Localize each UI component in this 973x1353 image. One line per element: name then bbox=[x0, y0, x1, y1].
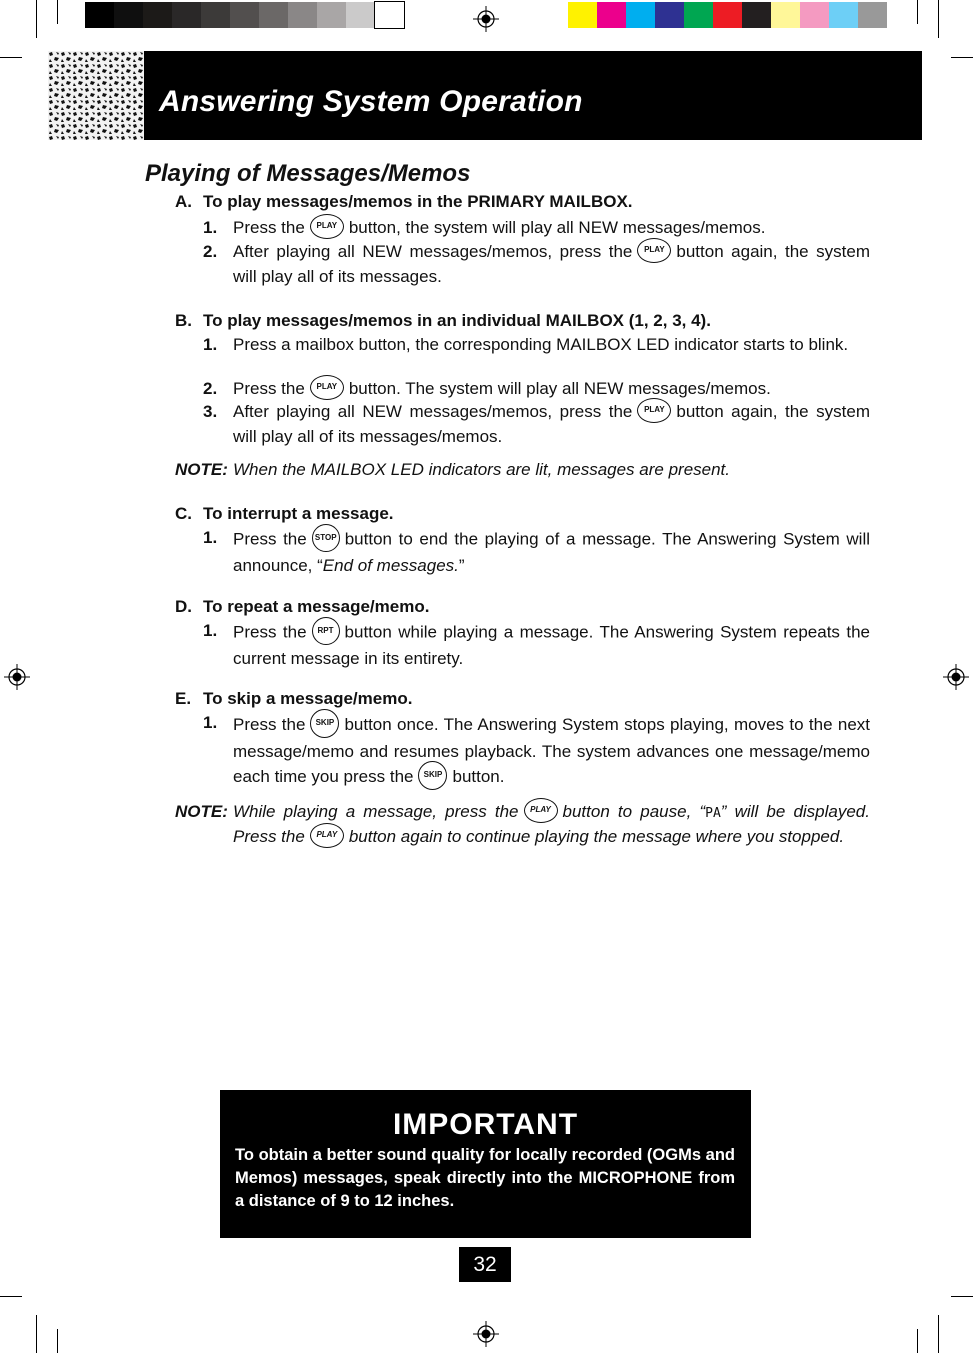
step-item bbox=[203, 526, 870, 577]
step-item bbox=[203, 400, 870, 448]
step-number: 3. bbox=[203, 402, 218, 421]
step-text: Press the bbox=[233, 529, 307, 549]
note bbox=[175, 458, 870, 481]
section-letter: D. bbox=[175, 597, 192, 616]
crop-mark bbox=[36, 0, 37, 38]
crop-mark bbox=[0, 57, 22, 58]
stop-button-icon: STOP bbox=[312, 524, 340, 552]
color-swatch bbox=[568, 2, 597, 28]
step-item bbox=[203, 216, 870, 241]
step-text: button, the system will play all NEW messages/memos. bbox=[348, 218, 766, 237]
page-header-title: Answering System Operation bbox=[159, 85, 583, 118]
grayscale-color-bar bbox=[85, 2, 404, 28]
color-swatch bbox=[172, 2, 201, 28]
section-letter: C. bbox=[175, 504, 192, 523]
important-notice bbox=[220, 1090, 751, 1238]
play-button-icon: PLAY bbox=[637, 238, 671, 263]
color-swatch bbox=[858, 2, 887, 28]
step-text: button. bbox=[452, 766, 505, 786]
note-label: NOTE: bbox=[175, 802, 228, 821]
note-text: button to pause, “ bbox=[562, 802, 706, 821]
color-swatch bbox=[626, 2, 655, 28]
step-text: Press a mailbox button, the corresponding MAILBOX LED indicator starts to blink. bbox=[233, 335, 849, 354]
step-number: 2. bbox=[203, 242, 218, 261]
step-text: button while playing a message. The Answering System repeats the current message in its entirety. bbox=[233, 622, 870, 668]
section-heading-text: To play messages/memos in the PRIMARY MAILBOX. bbox=[203, 192, 633, 211]
registration-mark-icon bbox=[473, 6, 499, 32]
crop-mark bbox=[0, 1296, 22, 1297]
section-letter: B. bbox=[175, 311, 192, 330]
step-text: Press the bbox=[233, 714, 306, 734]
step-text: button. The system will play all NEW messages/memos. bbox=[348, 379, 771, 398]
step-item bbox=[203, 377, 870, 402]
color-swatch bbox=[114, 2, 143, 28]
registration-mark-icon bbox=[943, 664, 969, 690]
skip-button-icon: SKIP bbox=[418, 761, 447, 790]
color-swatch bbox=[201, 2, 230, 28]
section-b-heading bbox=[175, 311, 711, 331]
step-item bbox=[203, 240, 870, 288]
color-swatch bbox=[346, 2, 375, 28]
step-text: button again, the system will play all of its messages. bbox=[233, 242, 870, 287]
crop-mark bbox=[951, 57, 973, 58]
registration-mark-icon bbox=[473, 1321, 499, 1347]
note-text: While playing a message, press the bbox=[233, 802, 519, 821]
step-text: ” bbox=[458, 556, 465, 575]
crop-mark bbox=[917, 0, 918, 24]
color-swatch bbox=[375, 2, 404, 28]
color-swatch bbox=[288, 2, 317, 28]
speckle-pattern-icon bbox=[48, 51, 144, 140]
note bbox=[175, 800, 870, 850]
crop-mark bbox=[938, 0, 939, 38]
step-text: Press the bbox=[233, 379, 305, 398]
crop-mark bbox=[57, 0, 58, 24]
registration-mark-icon bbox=[4, 664, 30, 690]
section-title: Playing of Messages/Memos bbox=[145, 160, 471, 187]
skip-button-icon: SKIP bbox=[310, 709, 339, 738]
step-item bbox=[203, 619, 870, 670]
important-text: To obtain a better sound quality for locally recorded (OGMs and Memos) messages, speak directly into the MICROPHONE from a distance of 9 to 12 inches. bbox=[235, 1146, 735, 1210]
play-button-icon: PLAY bbox=[637, 398, 671, 423]
play-button-icon: PLAY bbox=[524, 798, 558, 823]
section-letter: A. bbox=[175, 192, 192, 211]
color-swatch bbox=[655, 2, 684, 28]
color-swatch bbox=[713, 2, 742, 28]
color-swatch bbox=[317, 2, 346, 28]
step-text: Press the bbox=[233, 218, 305, 237]
section-letter: E. bbox=[175, 689, 192, 708]
color-swatch bbox=[829, 2, 858, 28]
repeat-button-icon: RPT bbox=[312, 617, 340, 645]
step-text: Press the bbox=[233, 622, 307, 642]
step-number: 1. bbox=[203, 528, 218, 547]
step-number: 2. bbox=[203, 379, 218, 398]
color-swatch bbox=[259, 2, 288, 28]
play-button-icon: PLAY bbox=[310, 823, 344, 848]
crop-mark bbox=[917, 1329, 918, 1353]
step-text: button to end the playing of a message. The Answering System will announce, “ bbox=[233, 529, 870, 575]
play-button-icon: PLAY bbox=[310, 214, 344, 239]
step-number: 1. bbox=[203, 335, 218, 354]
step-text: button once. The Answering System stops playing, moves to the next message/memo and resumes playback. The system advances one message/memo each time you press the bbox=[233, 714, 871, 786]
step-text: button again, the system will play all of its messages/memos. bbox=[233, 402, 870, 447]
section-e-heading bbox=[175, 689, 412, 709]
lcd-display-text: PA bbox=[705, 806, 721, 821]
section-a-heading bbox=[175, 192, 633, 212]
process-color-bar bbox=[568, 2, 887, 28]
step-text: After playing all NEW messages/memos, press the bbox=[233, 402, 633, 421]
color-swatch bbox=[597, 2, 626, 28]
section-d-heading bbox=[175, 597, 429, 617]
section-heading-text: To repeat a message/memo. bbox=[203, 597, 430, 616]
crop-mark bbox=[36, 1315, 37, 1353]
color-swatch bbox=[771, 2, 800, 28]
step-text: After playing all NEW messages/memos, press the bbox=[233, 242, 633, 261]
step-item bbox=[203, 711, 870, 792]
note-text: ” will be displayed. Press the bbox=[233, 802, 870, 847]
section-c-heading bbox=[175, 504, 394, 524]
note-text: When the MAILBOX LED indicators are lit, messages are present. bbox=[233, 460, 731, 479]
color-swatch bbox=[230, 2, 259, 28]
crop-mark bbox=[57, 1329, 58, 1353]
note-text: button again to continue playing the message where you stopped. bbox=[348, 827, 845, 847]
step-number: 1. bbox=[203, 713, 218, 732]
color-swatch bbox=[684, 2, 713, 28]
announcement-text: End of messages. bbox=[322, 556, 459, 575]
color-swatch bbox=[800, 2, 829, 28]
step-item bbox=[203, 333, 870, 356]
play-button-icon: PLAY bbox=[310, 375, 344, 400]
step-number: 1. bbox=[203, 621, 218, 640]
section-heading-text: To skip a message/memo. bbox=[203, 689, 413, 708]
section-heading-text: To play messages/memos in an individual MAILBOX (1, 2, 3, 4). bbox=[203, 311, 711, 330]
important-title: IMPORTANT bbox=[392, 1108, 579, 1141]
crop-mark bbox=[938, 1315, 939, 1353]
color-swatch bbox=[85, 2, 114, 28]
page-number: 32 bbox=[459, 1247, 511, 1282]
note-label: NOTE: bbox=[175, 460, 228, 479]
color-swatch bbox=[742, 2, 771, 28]
color-swatch bbox=[143, 2, 172, 28]
step-number: 1. bbox=[203, 218, 218, 237]
header-bar bbox=[48, 51, 922, 140]
section-heading-text: To interrupt a message. bbox=[203, 504, 394, 523]
crop-mark bbox=[951, 1296, 973, 1297]
